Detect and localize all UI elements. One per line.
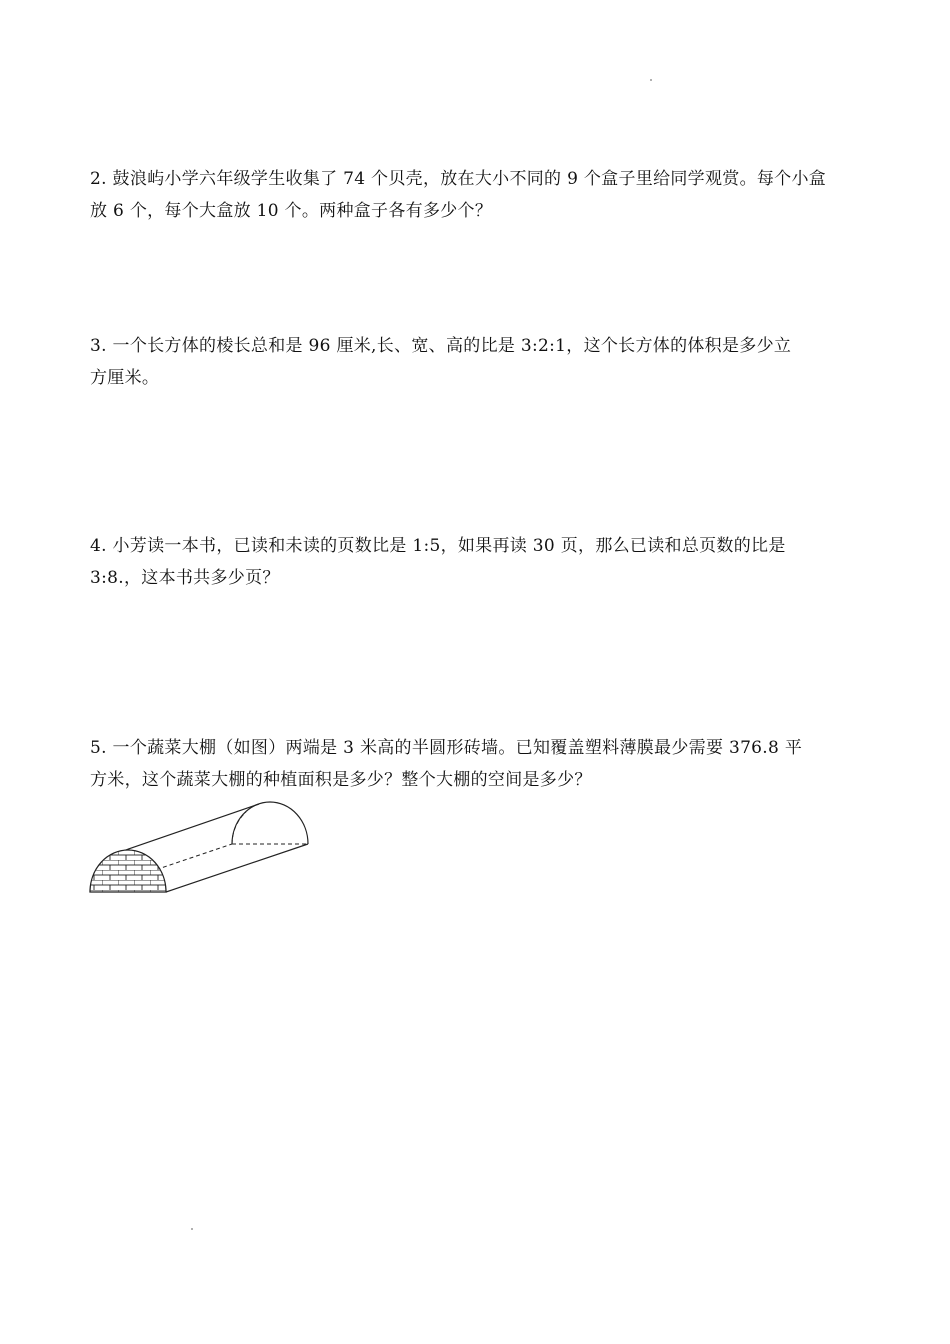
far-end-arc <box>232 802 308 844</box>
greenhouse-diagram <box>86 800 326 900</box>
top-ridge <box>117 804 259 853</box>
problem-4-line-2: 3:8.，这本书共多少页？ <box>90 568 280 588</box>
scan-speck <box>191 1228 193 1230</box>
problem-3-line-1: 3. 一个长方体的棱长总和是 96 厘米,长、宽、高的比是 3:2:1，这个长方体的体积是多少立 <box>90 336 792 356</box>
problem-2-line-2: 放 6 个，每个大盒放 10 个。两种盒子各有多少个？ <box>90 201 493 221</box>
problem-4-line-1: 4. 小芳读一本书，已读和未读的页数比是 1:5，如果再读 30 页，那么已读和总页数的比是 <box>90 536 786 556</box>
problem-5 <box>90 732 862 796</box>
problem-5-line-2: 方米，这个蔬菜大棚的种植面积是多少？整个大棚的空间是多少？ <box>90 770 592 790</box>
problem-2-line-1: 2. 鼓浪屿小学六年级学生收集了 74 个贝壳，放在大小不同的 9 个盒子里给同学观赏。每个小盒 <box>90 169 827 189</box>
problem-3-line-2: 方厘米。 <box>90 368 160 388</box>
problem-3 <box>90 330 862 394</box>
problem-2 <box>90 163 862 227</box>
problem-5-line-1: 5. 一个蔬菜大棚（如图）两端是 3 米高的半圆形砖墙。已知覆盖塑料薄膜最少需要 376.8 平 <box>90 738 803 758</box>
scan-speck <box>650 79 652 81</box>
brick-wall <box>86 848 170 894</box>
greenhouse-figure <box>86 800 326 904</box>
problem-4 <box>90 530 862 594</box>
bottom-edge <box>166 844 308 892</box>
